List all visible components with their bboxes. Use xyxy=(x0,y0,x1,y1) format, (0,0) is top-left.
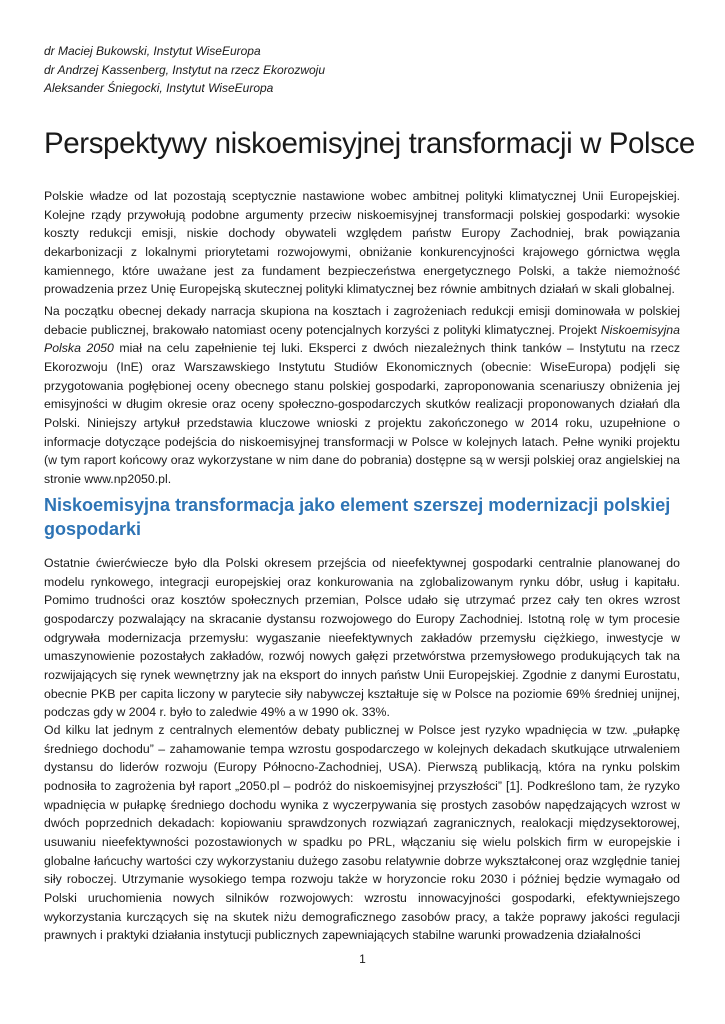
intro-paragraph-1: Polskie władze od lat pozostają sceptycznie nastawione wobec ambitnej polityki klimatycznej Unii Europejskiej. Kolejne rządy przywołują podobne argumenty przeciw niskoemisyjnej transformacji polskiej gospodarki: wysokie koszty redukcji emisji, niskie dochody obywateli względem państw Europy Zachodniej, brak powiązania dekarbonizacji z lokalnymi priorytetami rozwojowymi, obniżanie konkurencyjności krajowego górnictwa węgla kamiennego, które uważane jest za fundament bezpieczeństwa energetycznego Polski, a także niemożność prowadzenia przez Unię Europejską skutecznej polityki klimatycznej bez równie ambitnych działań w skali globalnej. xyxy=(44,189,680,297)
author-line: dr Maciej Bukowski, Instytut WiseEuropa xyxy=(44,44,261,58)
author-line: dr Andrzej Kassenberg, Instytut na rzecz Ekorozwoju xyxy=(44,62,326,77)
section-heading: Niskoemisyjna transformacja jako element szerszej modernizacji polskiej gospodarki xyxy=(44,495,671,539)
page-number: 1 xyxy=(359,952,366,966)
paragraph-text: Na początku obecnej dekady narracja skupiona na kosztach i zagrożeniach redukcji emisji dominowała w polskiej debacie publicznej, brakowało natomiast oceny potencjalnych korzyści z polityki klimatycznej. Projekt xyxy=(44,304,680,337)
author-list xyxy=(44,42,684,98)
document-title: Perspektywy niskoemisyjnej transformacji w Polsce xyxy=(44,127,695,160)
paragraph-text: miał na celu zapełnienie tej luki. Eksperci z dwóch niezależnych think tanków – Instytutu na rzecz Ekorozwoju (InE) oraz Warszawskiego Instytutu Studiów Ekonomicznych (obecnie: WiseEuropa) podjęli się przygotowania pogłębionej oceny obecnego stanu polskiej gospodarki, zaproponowania scenariuszy obniżenia jej emisyjności w długim okresie oraz oceny społeczno-gospodarczych skutków realizacji proponowanych działań dla Polski. Niniejszy artykuł przedstawia kluczowe wnioski z projektu zakończonego w 2014 roku, uzupełnione o informacje dotyczące podejścia do niskoemisyjnej transformacji w Polsce w kolejnych latach. Pełne wyniki projektu (w tym raport końcowy oraz wykorzystane w nim dane do pobrania) dostępne są w wersji polskiej oraz angielskiej na stronie www.np2050.pl. xyxy=(44,341,680,486)
section-paragraph-2: Od kilku lat jednym z centralnych elementów debaty publicznej w Polsce jest ryzyko wpadnięcia w tzw. „pułapkę średniego dochodu” – zahamowanie tempa wzrostu gospodarczego w kolejnych dekadach skutkujące utrwaleniem dystansu do liderów rozwoju (Europy Północno-Zachodniej, USA). Pierwszą publikacją, która na rynku polskim podnosiła to zagrożenia był raport „2050.pl – podróż do niskoemisyjnej przyszłości” [1]. Podkreślono tam, że ryzyko wpadnięcia w pułapkę średniego dochodu wynika z wyczerpywania się prostych zasobów napędzających wzrost w dwóch poprzednich dekadach: kopiowaniu sprawdzonych rozwiązań zagranicznych, realokacji międzysektorowej, usuwaniu nieefektywności pozostawionych w spadku po PRL, włączaniu się wielu polskich firm w europejskie i globalne łańcuchy wartości czy wykorzystaniu dużego zasobu relatywnie dobrze wykształconej oraz względnie taniej siły roboczej. Utrzymanie wysokiego tempa rozwoju także w horyzoncie roku 2030 i później będzie wymagało od Polski uruchomienia nowych silników rozwojowych: wzrostu innowacyjności gospodarki, efektywniejszego wykorzystania kurczących się na skutek niżu demograficznego zasobów pracy, a także poprawy jakości regulacji prawnych i praktyki działania instytucji publicznych zapewniających stabilne warunki prowadzenia działalności xyxy=(44,723,680,943)
intro-paragraph-2 xyxy=(44,302,680,489)
project-name: Niskoemisyjna Polska 2050 xyxy=(44,322,680,356)
author-line: Aleksander Śniegocki, Instytut WiseEuropa xyxy=(44,81,274,95)
section-paragraph-1: Ostatnie ćwierćwiecze było dla Polski okresem przejścia od nieefektywnej gospodarki centralnie planowanej do modelu rynkowego, integracji europejskiej oraz konkurowania na zglobalizowanym rynku dóbr, usług i kapitału. Pomimo trudności oraz kosztów społecznych przemian, Polsce udało się utrzymać przez cały ten okres wzrost gospodarczy pozwalający na skracanie dystansu rozwojowego do Europy Zachodniej. Istotną rolę w tym procesie odgrywała modernizacja przemysłu: wygaszanie nieefektywnych zakładów przemysłu ciężkiego, inwestycje w umaszynowienie pozostałych zakładów, rozwój nowych gałęzi przetwórstwa przemysłowego produkujących tak na rozwijających się rynek wewnętrzny jak na eksport do innych państw Unii Europejskiej. Zgodnie z danymi Eurostatu, obecnie PKB per capita liczony w parytecie siły nabywczej kształtuje się w Polsce na poziomie 69% średniej unijnej, podczas gdy w 2004 r. było to zaledwie 49% a w 1990 ok. 33%. xyxy=(44,556,680,720)
